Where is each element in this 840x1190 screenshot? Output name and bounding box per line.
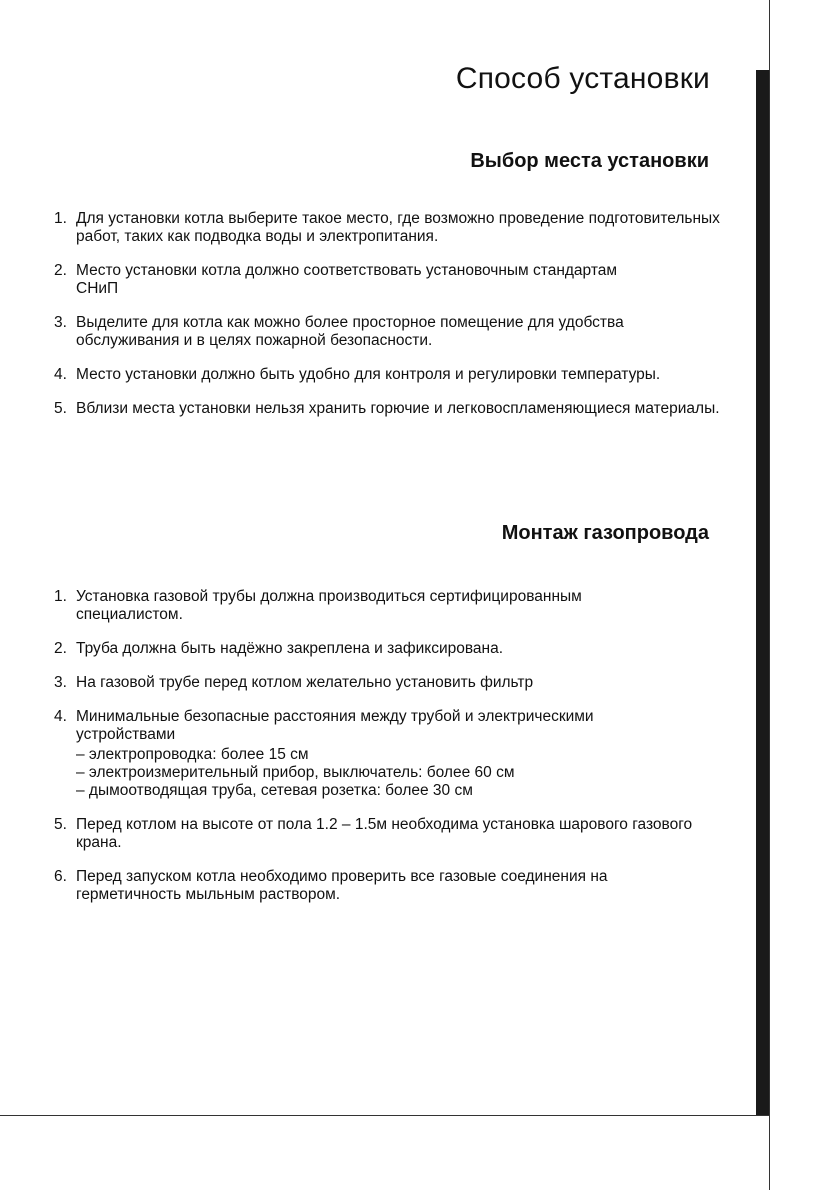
list-item xyxy=(54,868,754,904)
footer-rule xyxy=(0,1115,770,1116)
item-text: Перед котлом на высоте от пола 1.2 – 1.5м необходима установка шарового газового крана. xyxy=(76,816,693,851)
page-edge-line xyxy=(769,0,770,1190)
page-title: Способ установки xyxy=(455,62,710,95)
section-heading-location: Выбор места установки xyxy=(470,150,709,172)
item-number: 1. xyxy=(54,210,67,227)
sub-list-item: – дымоотводящая труба, сетевая розетка: более 30 см xyxy=(76,782,473,799)
item-number: 2. xyxy=(54,262,67,279)
item-number: 5. xyxy=(54,400,67,417)
item-text: На газовой трубе перед котлом желательно установить фильтр xyxy=(76,674,534,691)
list-item xyxy=(54,708,754,800)
gas-pipe-list xyxy=(54,588,754,920)
item-text: Минимальные безопасные расстояния между трубой и электрическими устройствами xyxy=(76,708,594,743)
list-item xyxy=(54,640,754,658)
item-number: 6. xyxy=(54,868,67,885)
item-number: 1. xyxy=(54,588,67,605)
list-item xyxy=(54,262,754,298)
item-text: Вблизи места установки нельзя хранить горючие и легковоспламеняющиеся материалы. xyxy=(76,400,720,417)
item-number: 2. xyxy=(54,640,67,657)
section-heading-gas-pipe: Монтаж газопровода xyxy=(501,522,709,544)
item-number: 4. xyxy=(54,366,67,383)
item-number: 5. xyxy=(54,816,67,833)
item-text: Выделите для котла как можно более просторное помещение для удобства обслуживания и в целях пожарной безопасности. xyxy=(76,314,624,349)
sub-list-item: – электропроводка: более 15 см xyxy=(76,746,309,763)
item-text: Перед запуском котла необходимо проверить все газовые соединения на герметичность мыльным раствором. xyxy=(76,868,608,903)
item-text: Для установки котла выберите такое место, где возможно проведение подготовительных работ, таких как подводка воды и электропитания. xyxy=(76,210,720,245)
list-item xyxy=(54,588,754,624)
list-item xyxy=(54,816,754,852)
item-number: 4. xyxy=(54,708,67,725)
item-number: 3. xyxy=(54,674,67,691)
distance-sublist xyxy=(76,746,754,800)
item-number: 3. xyxy=(54,314,67,331)
side-tab-bar xyxy=(756,70,770,1116)
item-text: Установка газовой трубы должна производиться сертифицированным специалистом. xyxy=(76,588,582,623)
list-item xyxy=(54,314,754,350)
item-text: Место установки котла должно соответствовать установочным стандартам СНиП xyxy=(76,262,618,297)
location-list xyxy=(54,210,754,434)
item-text: Место установки должно быть удобно для контроля и регулировки температуры. xyxy=(76,366,661,383)
sub-list-item: – электроизмерительный прибор, выключатель: более 60 см xyxy=(76,764,515,781)
list-item xyxy=(54,400,754,418)
item-text: Труба должна быть надёжно закреплена и зафиксирована. xyxy=(76,640,504,657)
list-item xyxy=(54,210,754,246)
list-item xyxy=(54,366,754,384)
list-item xyxy=(54,674,754,692)
